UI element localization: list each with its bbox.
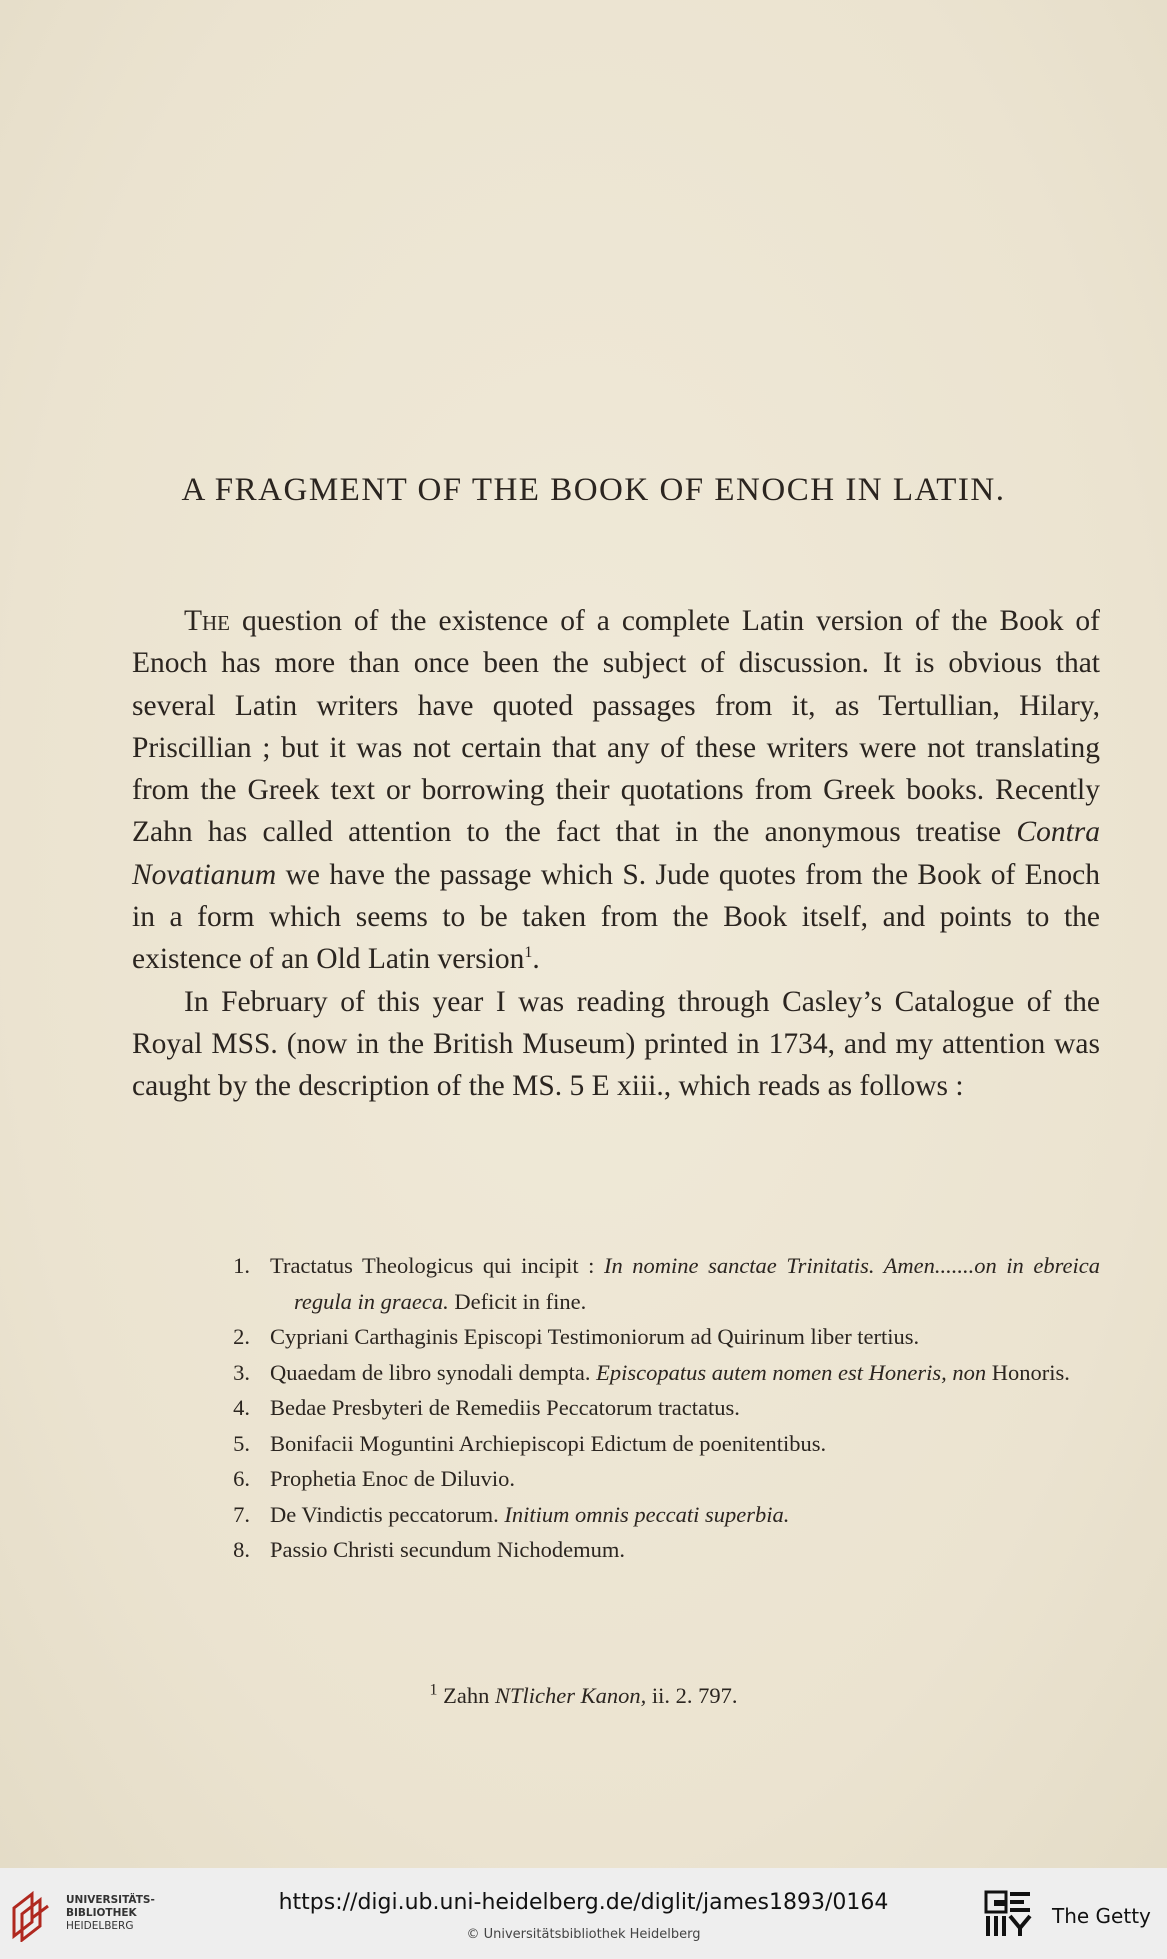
footnote-text-a: Zahn [437,1683,495,1708]
list-item-number: 1. [233,1253,250,1278]
list-item-number: 4. [233,1395,250,1420]
library-name-line3: HEIDELBERG [66,1920,134,1932]
paragraph-2: In February of this year I was reading through Casley’s Catalogue of the Royal MSS. (now in the British Museum) printed in 1734, and my attention was caught by the description of the MS. 5 E xiii., which reads as follows : [132,985,1100,1103]
copyright-notice: © Universitätsbibliothek Heidelberg [466,1927,701,1942]
library-name-line1: UNIVERSITÄTS- [66,1894,155,1906]
list-item [176,1355,1100,1391]
getty-logo-icon[interactable] [984,1890,1032,1938]
footnote [0,1683,1167,1709]
list-item-italic: Initium omnis peccati superbia. [504,1501,790,1527]
footnote-text-b: ii. 2. 797. [646,1683,738,1708]
permalink-url[interactable]: https://digi.ub.uni-heidelberg.de/diglit/james1893/0164 [278,1890,889,1915]
list-item [176,1248,1100,1319]
manuscript-contents-list [176,1248,1100,1568]
list-item-text: Tractatus Theologicus qui incipit : [270,1253,604,1278]
para1-text-b: we have the passage which S. Jude quotes from the Book of Enoch in a form which seems to be taken from the Book itself, and points to the existence of an Old Latin version [132,858,1100,976]
list-item [176,1461,1100,1497]
list-item-text: Bonifacii Moguntini Archiepiscopi Edictum de poenitentibus. [270,1430,827,1456]
list-item-number: 6. [233,1466,250,1491]
footer-bar [0,1868,1167,1959]
list-item [176,1497,1100,1533]
list-item-number: 2. [233,1324,250,1349]
list-item-text: Cypriani Carthaginis Episcopi Testimoniorum ad Quirinum liber tertius. [270,1324,920,1349]
library-name-line2: BIBLIOTHEK [66,1907,137,1919]
footnote-italic: NTlicher Kanon, [494,1683,647,1708]
list-item-text: Passio Christi secundum Nichodemum. [270,1537,625,1562]
list-item-number: 3. [233,1359,250,1385]
list-item [176,1532,1100,1568]
page-title: A FRAGMENT OF THE BOOK OF ENOCH IN LATIN. [181,472,1006,508]
list-item-italic: In nomine sanctae Trinitatis. Amen.......on in ebreica regula in graeca. [294,1253,1100,1314]
lead-word: The [184,605,231,637]
list-item [176,1319,1100,1355]
para1-text-a: question of the existence of a complete Latin version of the Book of Enoch has more than once been the subject of discussion. It is obvious that several Latin writers have quoted passages from it, as Tertullian, Hilary, Priscillian ; but it was not certain that any of these writers were not translating from the Greek text or borrowing their quotations from Greek books. Recently Zahn has called attention to the fact that in the anonymous treatise [132,605,1100,849]
paragraph-1 [132,600,1100,981]
list-item [176,1390,1100,1426]
list-item-text: Quaedam de libro synodali dempta. [270,1359,597,1385]
para1-italic: Contra Novatianum [132,816,1100,891]
partner-name[interactable]: The Getty [1052,1904,1151,1928]
list-item-number: 5. [233,1430,250,1456]
list-item [176,1426,1100,1462]
list-item-text-tail: Honoris. [986,1359,1070,1385]
list-item-number: 7. [233,1501,250,1527]
footnote-marker: 1 [524,944,533,962]
list-item-text-tail: Deficit in fine. [448,1288,587,1314]
para1-end: . [532,943,540,976]
body-text [132,600,1100,1108]
list-item-text: De Vindictis peccatorum. [270,1501,505,1527]
list-item-text: Bedae Presbyteri de Remediis Peccatorum tractatus. [270,1395,740,1420]
list-item-text: Prophetia Enoc de Diluvio. [270,1466,515,1491]
list-item-italic: Episcopatus autem nomen est Honeris, non [596,1359,987,1385]
footnote-number: 1 [429,1681,438,1699]
list-item-number: 8. [233,1537,250,1562]
